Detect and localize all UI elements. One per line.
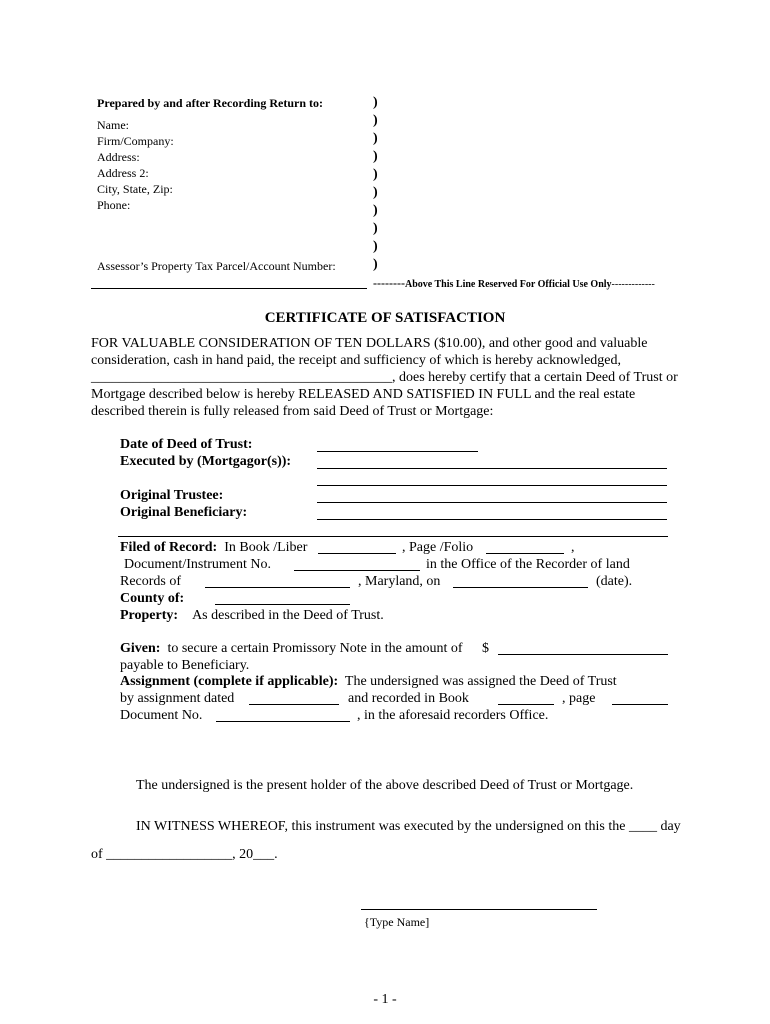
filed-of-record-line [120, 539, 307, 556]
parcel-number-label: Assessor’s Property Tax Parcel/Account Number: [97, 259, 336, 273]
intro-line-2: consideration, cash in hand paid, the receipt and sufficiency of which is hereby acknowledged, [91, 353, 622, 368]
assignment-line [120, 673, 617, 690]
name-label: Name: [97, 118, 129, 132]
section-divider [118, 536, 668, 537]
property-label: Property: [120, 608, 179, 623]
witness-line-2: of __________________, 20___. [91, 847, 278, 862]
recorder-office-text: in the Office of the Recorder of land [426, 557, 630, 572]
assignment-page-line [612, 704, 668, 705]
dollar-sign: $ [482, 641, 489, 656]
phone-label: Phone: [97, 198, 131, 212]
document-title: CERTIFICATE OF SATISFACTION [264, 310, 506, 326]
page-folio-label: , Page /Folio [402, 540, 474, 555]
maryland-on-label: , Maryland, on [358, 574, 441, 589]
date-paren-label: (date). [596, 574, 633, 589]
bracket-mark: ) [373, 149, 378, 164]
intro-line-3: ___________________________________________, does hereby certify that a certain Deed of Trust or [91, 370, 678, 385]
recorded-date-line [453, 587, 588, 588]
signature-line [361, 909, 597, 910]
note-amount-line [498, 654, 668, 655]
executed-by-line-2 [317, 485, 667, 486]
document-instrument-label: Document/Instrument No. [124, 557, 271, 572]
bracket-mark: ) [373, 203, 378, 218]
parcel-number-line [91, 288, 367, 289]
page-number: - 1 - [373, 992, 397, 1007]
assignment-document-label: Document No. [120, 708, 203, 723]
county-of-line [215, 604, 350, 605]
type-name-label: {Type Name] [364, 915, 430, 929]
original-trustee-label: Original Trustee: [120, 488, 224, 503]
intro-line-4: Mortgage described below is hereby RELEASED AND SATISFIED IN FULL and the real estate [91, 387, 636, 402]
bracket-mark: ) [373, 113, 378, 128]
original-beneficiary-line [317, 519, 667, 520]
bracket-mark: ) [373, 239, 378, 254]
intro-line-5: described therein is fully released from said Deed of Trust or Mortgage: [91, 404, 494, 419]
original-beneficiary-label: Original Beneficiary: [120, 505, 248, 520]
document-instrument-line [294, 570, 420, 571]
page-folio-comma: , [571, 540, 575, 555]
date-of-deed-label: Date of Deed of Trust: [120, 437, 253, 452]
reserved-tail: ------------- [611, 279, 655, 290]
by-assignment-dated-label: by assignment dated [120, 691, 235, 706]
page-folio-line [486, 553, 564, 554]
witness-line-1: IN WITNESS WHEREOF, this instrument was executed by the undersigned on this the ____ day [136, 819, 681, 834]
assignment-page-label: , page [562, 691, 596, 706]
recorded-in-book-label: and recorded in Book [348, 691, 469, 706]
in-book-liber-label: In Book /Liber [224, 540, 308, 555]
payable-text: payable to Beneficiary. [120, 658, 250, 673]
holder-statement: The undersigned is the present holder of the above described Deed of Trust or Mortgage. [136, 778, 634, 793]
property-text: As described in the Deed of Trust. [192, 608, 384, 623]
given-text: to secure a certain Promissory Note in the amount of [167, 641, 463, 656]
book-liber-line [318, 553, 396, 554]
prepared-by-label: Prepared by and after Recording Return to: [97, 96, 323, 110]
given-line [120, 640, 463, 657]
assignment-date-line [249, 704, 339, 705]
recorders-office-text: , in the aforesaid recorders Office. [357, 708, 549, 723]
original-trustee-line [317, 502, 667, 503]
bracket-mark: ) [373, 257, 378, 272]
assignment-document-line [216, 721, 350, 722]
bracket-mark: ) [373, 95, 378, 110]
address2-label: Address 2: [97, 166, 149, 180]
records-of-label: Records of [120, 574, 182, 589]
property-line [120, 607, 384, 624]
bracket-mark: ) [373, 185, 378, 200]
assignment-label: Assignment (complete if applicable): [120, 674, 339, 689]
city-state-zip-label: City, State, Zip: [97, 182, 173, 196]
county-of-label: County of: [120, 591, 185, 606]
intro-line-1: FOR VALUABLE CONSIDERATION OF TEN DOLLARS ($10.00), and other good and valuable [91, 336, 648, 351]
bracket-mark: ) [373, 167, 378, 182]
reserved-line-note [373, 276, 655, 292]
given-label: Given: [120, 641, 161, 656]
bracket-mark: ) [373, 131, 378, 146]
reserved-text: Above This Line Reserved For Official Use Only [404, 279, 612, 290]
assignment-book-line [498, 704, 554, 705]
date-of-deed-line [317, 451, 478, 452]
bracket-mark: ) [373, 221, 378, 236]
assignment-text: The undersigned was assigned the Deed of Trust [344, 674, 617, 689]
executed-by-line [317, 468, 667, 469]
address-label: Address: [97, 150, 140, 164]
firm-label: Firm/Company: [97, 134, 174, 148]
records-of-line [205, 587, 350, 588]
reserved-dashes: -------- [373, 276, 405, 290]
executed-by-label: Executed by (Mortgagor(s)): [120, 454, 292, 469]
filed-of-record-label: Filed of Record: [120, 540, 218, 555]
